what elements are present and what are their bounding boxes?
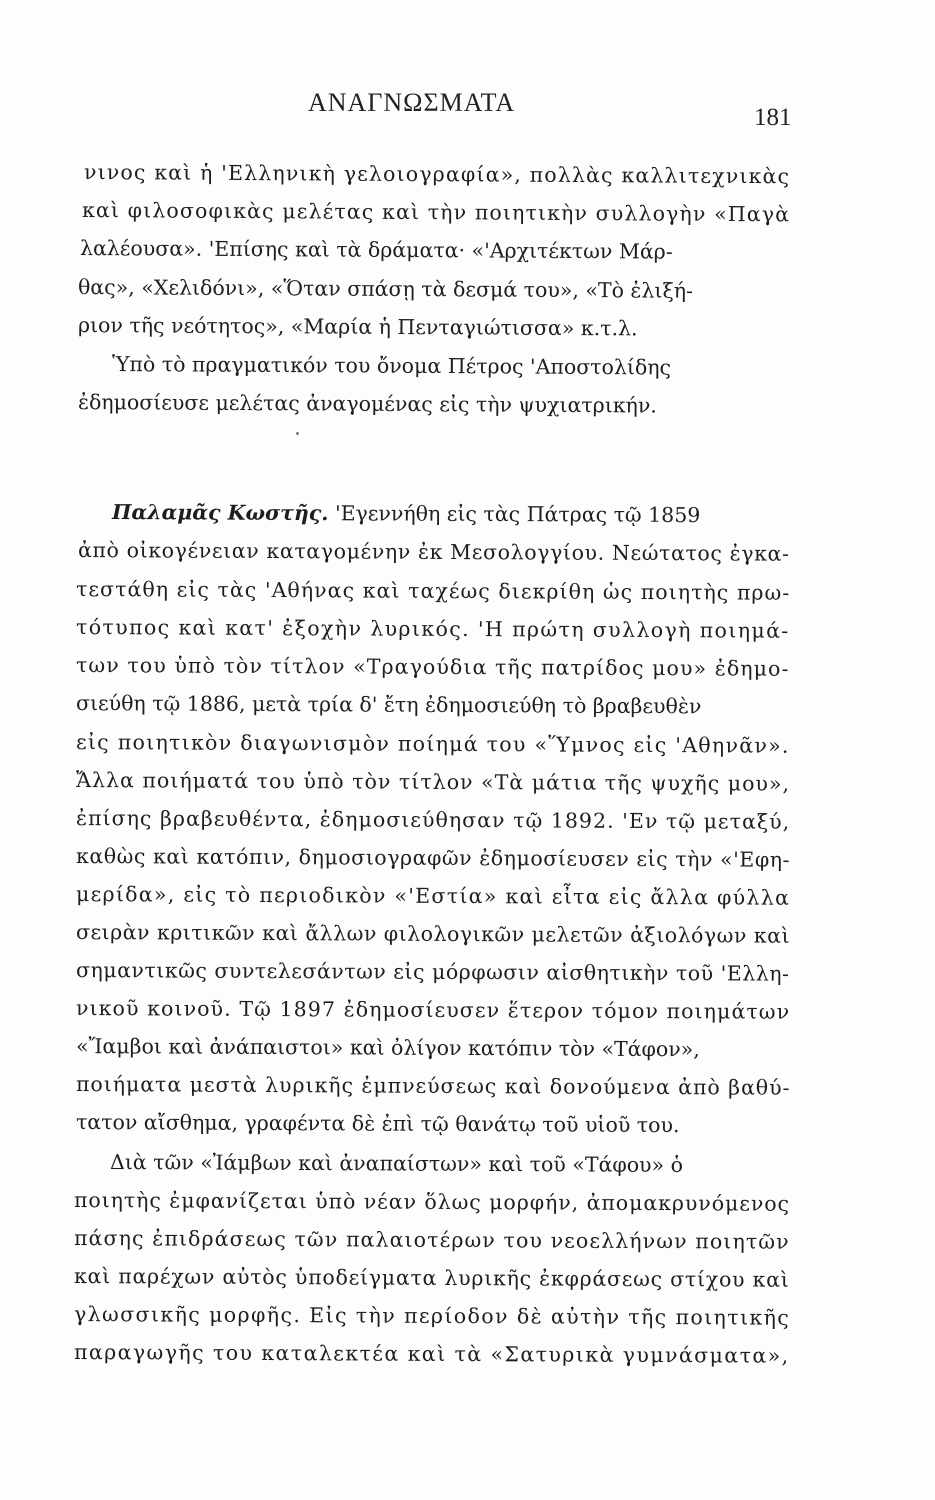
text-line: σειρὰν κριτικῶν καὶ ἄλλων φιλολογικῶν μελετῶν ἀξιολόγων καὶ: [75, 920, 791, 948]
text-line: νινος καὶ ἡ 'Ελληνικὴ γελοιογραφία», πολλὰς καλλιτεχνικὰς: [83, 160, 791, 189]
entry-name: Παλαμᾶς Κωστῆς.: [111, 500, 329, 526]
text-line: σημαντικῶς συντελεσάντων εἰς μόρφωσιν αἰσθητικὴν τοῦ 'Ελλη-: [75, 958, 790, 986]
text-line: Διὰ τῶν «Ἰάμβων καὶ ἀναπαίστων» καὶ τοῦ «Τάφου» ὁ: [109, 1150, 684, 1177]
text-line: λαλέουσα». 'Επίσης καὶ τὰ δράματα· «'Αρχιτέκτων Μάρ-: [79, 236, 673, 264]
text-line: των του ὑπὸ τὸν τίτλον «Τραγούδια τῆς πατρίδος μου» ἐδημο-: [75, 653, 790, 681]
running-title: ΑΝΑΓΝΩΣΜΑΤΑ: [308, 88, 516, 117]
text-line: νικοῦ κοινοῦ. Τῷ 1897 ἐδημοσίευσεν ἕτερον τόμον ποιημάτων: [75, 996, 791, 1024]
ink-speck: [296, 432, 299, 435]
text-line: ἐδημοσίευσε μελέτας ἀναγομένας εἰς τὴν ψυχιατρικήν.: [77, 390, 657, 418]
text-line: μερίδα», εἰς τὸ περιοδικὸν «'Εστία» καὶ εἶτα εἰς ἄλλα φύλλα: [75, 882, 791, 910]
page-number: 181: [754, 104, 792, 131]
text-line: εἰς ποιητικὸν διαγωνισμὸν ποίημά του «Ὕμνος εἰς 'Αθηνᾶν».: [75, 730, 790, 758]
text-line: καὶ παρέχων αὐτὸς ὑποδείγματα λυρικῆς ἐκφράσεως στίχου καὶ: [73, 1264, 790, 1292]
text-line: θας», «Χελιδόνι», «Ὅταν σπάσῃ τὰ δεσμά του», «Τὸ ἐλιξή-: [77, 275, 694, 303]
text-line: πάσης ἐπιδράσεως τῶν παλαιοτέρων του νεοελλήνων ποιητῶν: [73, 1226, 790, 1254]
text-line: ποιητὴς ἐμφανίζεται ὑπὸ νέαν ὅλως μορφήν, ἀπομακρυνόμενος: [73, 1188, 791, 1216]
text-line: τότυπος καὶ κατ' ἐξοχὴν λυρικός. 'Η πρώτη συλλογὴ ποιημά-: [75, 615, 790, 643]
text-line: ἐπίσης βραβευθέντα, ἐδημοσιεύθησαν τῷ 1892. 'Εν τῷ μεταξύ,: [75, 806, 791, 834]
text-line: τεστάθη εἰς τὰς 'Αθήνας καὶ ταχέως διεκρίθη ὡς ποιητὴς πρω-: [75, 577, 791, 605]
text-line: σιεύθη τῷ 1886, μετὰ τρία δ' ἔτη ἐδημοσιεύθη τὸ βραβευθὲν: [75, 691, 702, 719]
text-line: τατον αἴσθημα, γραφέντα δὲ ἐπὶ τῷ θανάτῳ τοῦ υἱοῦ του.: [75, 1110, 680, 1138]
text-line: ποιήματα μεστὰ λυρικῆς ἐμπνεύσεως καὶ δονούμενα ἀπὸ βαθύ-: [75, 1072, 791, 1100]
text-line: ριον τῆς νεότητος», «Μαρία ἡ Πενταγιώτισσα» κ.τ.λ.: [77, 313, 638, 341]
text-line: καθὼς καὶ κατόπιν, δημοσιογραφῶν ἐδημοσίευσεν εἰς τὴν «'Εφη-: [75, 844, 791, 872]
text-line: παραγωγῆς του καταλεκτέα καὶ τὰ «Σατυρικὰ γυμνάσματα»,: [73, 1340, 790, 1368]
text-line: Ὑπὸ τὸ πραγματικόν του ὄνομα Πέτρος 'Αποστολίδης: [111, 352, 672, 380]
entry-first-line-text: 'Εγεννήθη εἰς τὰς Πάτρας τῷ 1859: [334, 501, 701, 528]
text-line: «Ἴαμβοι καὶ ἀνάπαιστοι» καὶ ὀλίγον κατόπιν τὸν «Τάφον»,: [75, 1034, 700, 1062]
text-line: γλωσσικῆς μορφῆς. Εἰς τὴν περίοδον δὲ αὐτὴν τῆς ποιητικῆς: [73, 1302, 791, 1330]
text-line: Ἄλλα ποιήματά του ὑπὸ τὸν τίτλον «Τὰ μάτια τῆς ψυχῆς μου»,: [75, 768, 791, 796]
entry-first-line: [112, 498, 700, 529]
text-line: καὶ φιλοσοφικὰς μελέτας καὶ τὴν ποιητικὴν συλλογὴν «Παγὰ: [81, 198, 791, 227]
text-line: ἀπὸ οἰκογένειαν καταγομένην ἐκ Μεσολογγίου. Νεώτατος ἐγκα-: [77, 538, 790, 566]
